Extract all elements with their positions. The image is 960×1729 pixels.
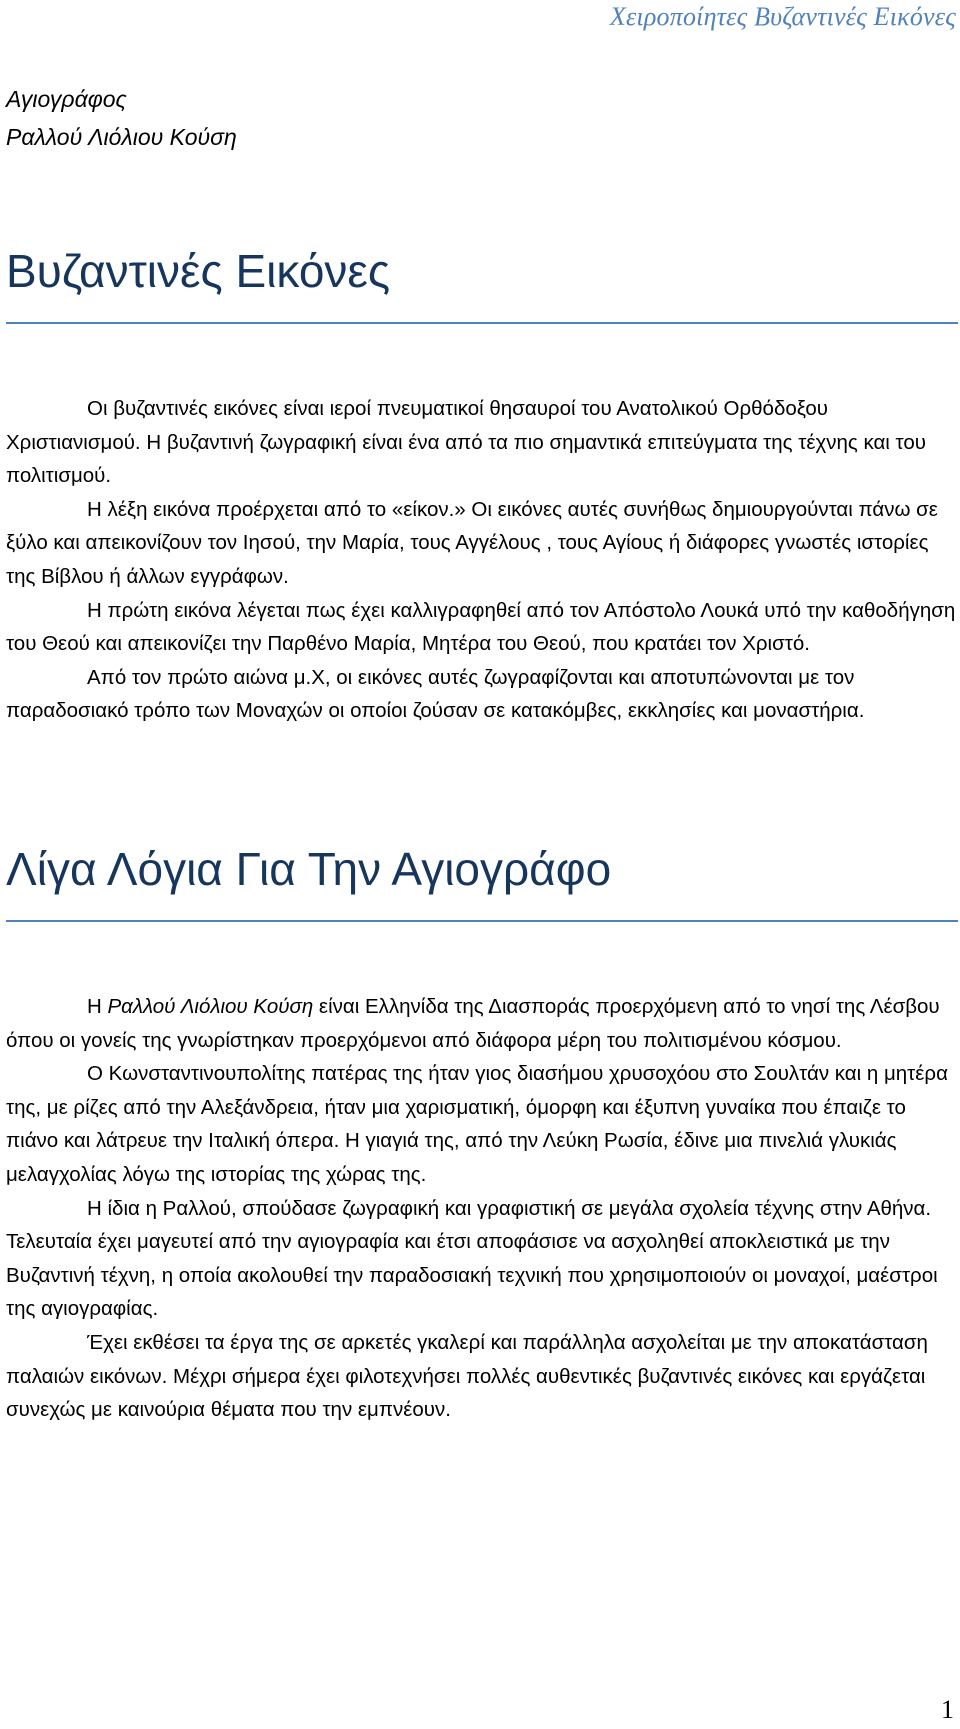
section-title-about-iconographer: Λίγα Λόγια Για Την Αγιογράφο (6, 843, 612, 895)
paragraph: Η πρώτη εικόνα λέγεται πως έχει καλλιγραφηθεί από τον Απόστολο Λουκά υπό την καθοδήγηση του Θεού και απεικονίζει την Παρθένο Μαρία, Μητέρα του Θεού, που κρατάει τον Χριστό. (6, 598, 956, 656)
paragraph-intro (6, 990, 956, 1057)
section-rule (6, 920, 958, 922)
paragraph: Η λέξη εικόνα προέρχεται από το «είκον.» Οι εικόνες αυτές συνήθως δημιουργούνται πάνω σε ξύλο και απεικονίζουν τον Ιησού, την Μαρία, τους Αγγέλους , τους Αγίους ή διάφορες γνωστές ιστορίες της Βίβλου ή άλλων εγγράφων. (6, 497, 938, 588)
section-body-byzantine-icons (6, 392, 956, 728)
author-name: Ραλλού Λιόλιου Κούση (6, 124, 237, 150)
running-title: Χειροποίητες Βυζαντινές Εικόνες (609, 2, 956, 31)
paragraph: Ο Κωνσταντινουπολίτης πατέρας της ήταν γιος διασήμου χρυσοχόου στο Σουλτάν και η μητέρα της, με ρίζες από την Αλεξάνδρεια, ήταν μια χαρισματική, όμορφη και έξυπνη γυναίκα που έπαιζε το πιάνο και λάτρευε την Ιταλική όπερα. Η γιαγιά της, από την Λεύκη Ρωσία, έδινε μια πινελιά γλυκιάς μελαγχολίας λόγω της ιστορίας της χώρας της. (6, 1062, 948, 1186)
page-number: 1 (941, 1695, 954, 1724)
intro-rest: είναι Ελληνίδα της Διασποράς προερχόμενη από το νησί της Λέσβου όπου οι γονείς της γνωρίστηκαν προερχόμενοι από διάφορα μέρη του πολιτισμένου κόσμου. (6, 995, 940, 1052)
author-block (6, 80, 237, 156)
paragraph: Η ίδια η Ραλλού, σπούδασε ζωγραφική και γραφιστική σε μεγάλα σχολεία τέχνης στην Αθήνα. Τελευταία έχει μαγευτεί από την αγιογραφία και έτσι αποφάσισε να ασχοληθεί αποκλειστικά με την Βυζαντινή τέχνη, η οποία ακολουθεί την παραδοσιακή τεχνική που χρησιμοποιούν οι μοναχοί, μαέστροι της αγιογραφίας. (6, 1196, 938, 1321)
author-role: Αγιογράφος (6, 86, 127, 112)
section-title-byzantine-icons: Βυζαντινές Εικόνες (6, 245, 391, 297)
section-body-about-iconographer (6, 990, 956, 1427)
paragraph: Οι βυζαντινές εικόνες είναι ιεροί πνευματικοί θησαυροί του Ανατολικού Ορθόδοξου Χριστιανισμού. Η βυζαντινή ζωγραφική είναι ένα από τα πιο σημαντικά επιτεύγματα της τέχνης και του πολιτισμού. (6, 397, 926, 488)
paragraph: Από τον πρώτο αιώνα μ.Χ, οι εικόνες αυτές ζωγραφίζονται και αποτυπώνονται με τον παραδοσιακό τρόπο των Μοναχών οι οποίοι ζούσαν σε κατακόμβες, εκκλησίες και μοναστήρια. (6, 665, 865, 723)
intro-prefix: Η (87, 995, 108, 1018)
intro-name: Ραλλού Λιόλιου Κούση (107, 995, 314, 1018)
section-rule (6, 322, 958, 324)
paragraph: Έχει εκθέσει τα έργα της σε αρκετές γκαλερί και παράλληλα ασχολείται με την αποκατάσταση παλαιών εικόνων. Μέχρι σήμερα έχει φιλοτεχνήσει πολλές αυθεντικές βυζαντινές εικόνες και εργάζεται συνεχώς με καινούρια θέματα που την εμπνέουν. (6, 1330, 928, 1422)
